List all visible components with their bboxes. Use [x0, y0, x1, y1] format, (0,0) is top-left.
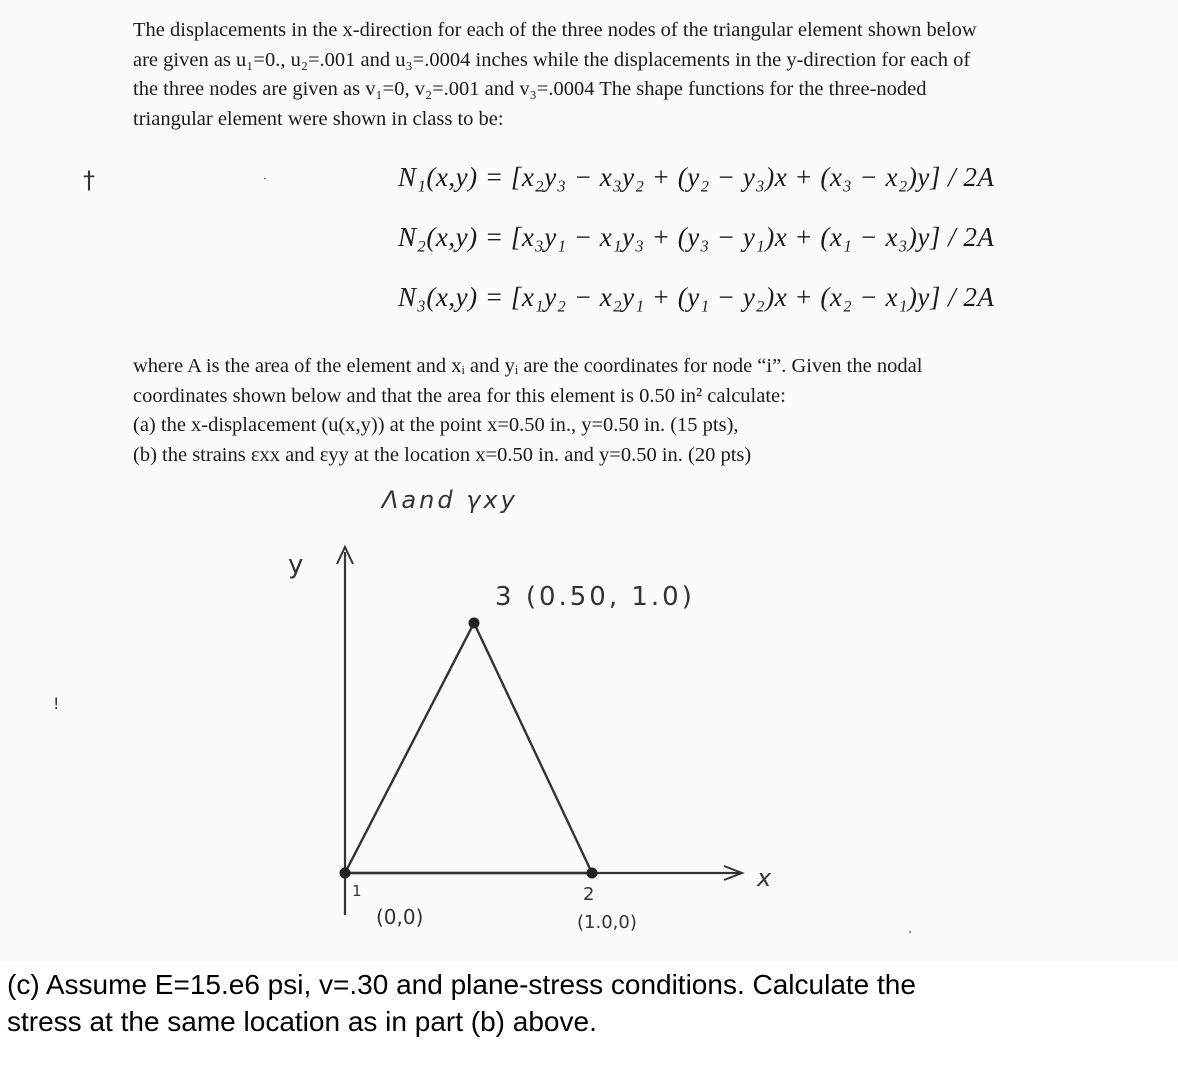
node-2-coords: (1.0,0) — [577, 912, 637, 933]
node-3-number: 3 — [495, 582, 515, 612]
node-3-label — [495, 582, 695, 612]
question-c-line: stress at the same location as in part (b) above. — [7, 1006, 597, 1037]
question-c — [7, 966, 1167, 1040]
stray-dot: · — [263, 172, 267, 186]
node-2-number: 2 — [583, 884, 595, 905]
x-axis-label: x — [757, 864, 772, 892]
given-line: where A is the area of the element and xᵢ and yᵢ are the coordinates for node “i”. Given the nodal — [133, 355, 923, 377]
question-c-line: (c) Assume E=15.e6 psi, v=.30 and plane-stress conditions. Calculate the — [7, 969, 916, 1000]
intro-line: The displacements in the x-direction for each of the three nodes of the triangular element shown below — [133, 19, 977, 41]
intro-line: triangular element were shown in class to be: — [133, 107, 504, 130]
question-b: (b) the strains εxx and εyy at the location x=0.50 in. and y=0.50 in. (20 pts) — [133, 443, 752, 466]
node-1-number: 1 — [352, 882, 362, 900]
shape-function-n3: N₃(x,y) = [x₁y₂ − x₂y₁ + (y₁ − y₂)x + (x₂ − x₁)y] / 2A — [398, 282, 995, 312]
node-3-point — [469, 618, 480, 629]
node-3-coords: (0.50, 1.0) — [525, 582, 695, 612]
intro-line: are given as u₁=0., u₂=.001 and u₃=.0004 inches while the displacements in the y-direction for each of — [133, 48, 971, 71]
stray-dot: · — [908, 925, 913, 941]
intro-line: the three nodes are given as v₁=0, v₂=.001 and v₃=.0004 The shape functions for the three-noded — [133, 78, 927, 100]
margin-mark: † — [83, 166, 95, 194]
margin-mark: ! — [53, 694, 60, 713]
triangle-element — [345, 623, 592, 873]
node-1-coords: (0,0) — [376, 905, 424, 929]
given-line: coordinates shown below and that the area for this element is 0.50 in² calculate: — [133, 384, 786, 407]
node-2-point — [587, 868, 598, 879]
question-a: (a) the x-displacement (u(x,y)) at the point x=0.50 in., y=0.50 in. (15 pts), — [133, 414, 739, 436]
shape-function-n2: N₂(x,y) = [x₃y₁ − x₁y₃ + (y₃ − y₁)x + (x₁ − x₃)y] / 2A — [398, 222, 995, 252]
node-1-point — [340, 868, 351, 879]
shape-function-n1: N₁(x,y) = [x₂y₃ − x₃y₂ + (y₂ − y₃)x + (x₃ − x₂)y] / 2A — [398, 162, 995, 192]
y-axis-label: y — [288, 550, 304, 580]
handwritten-note: Λand γxy — [382, 486, 518, 514]
